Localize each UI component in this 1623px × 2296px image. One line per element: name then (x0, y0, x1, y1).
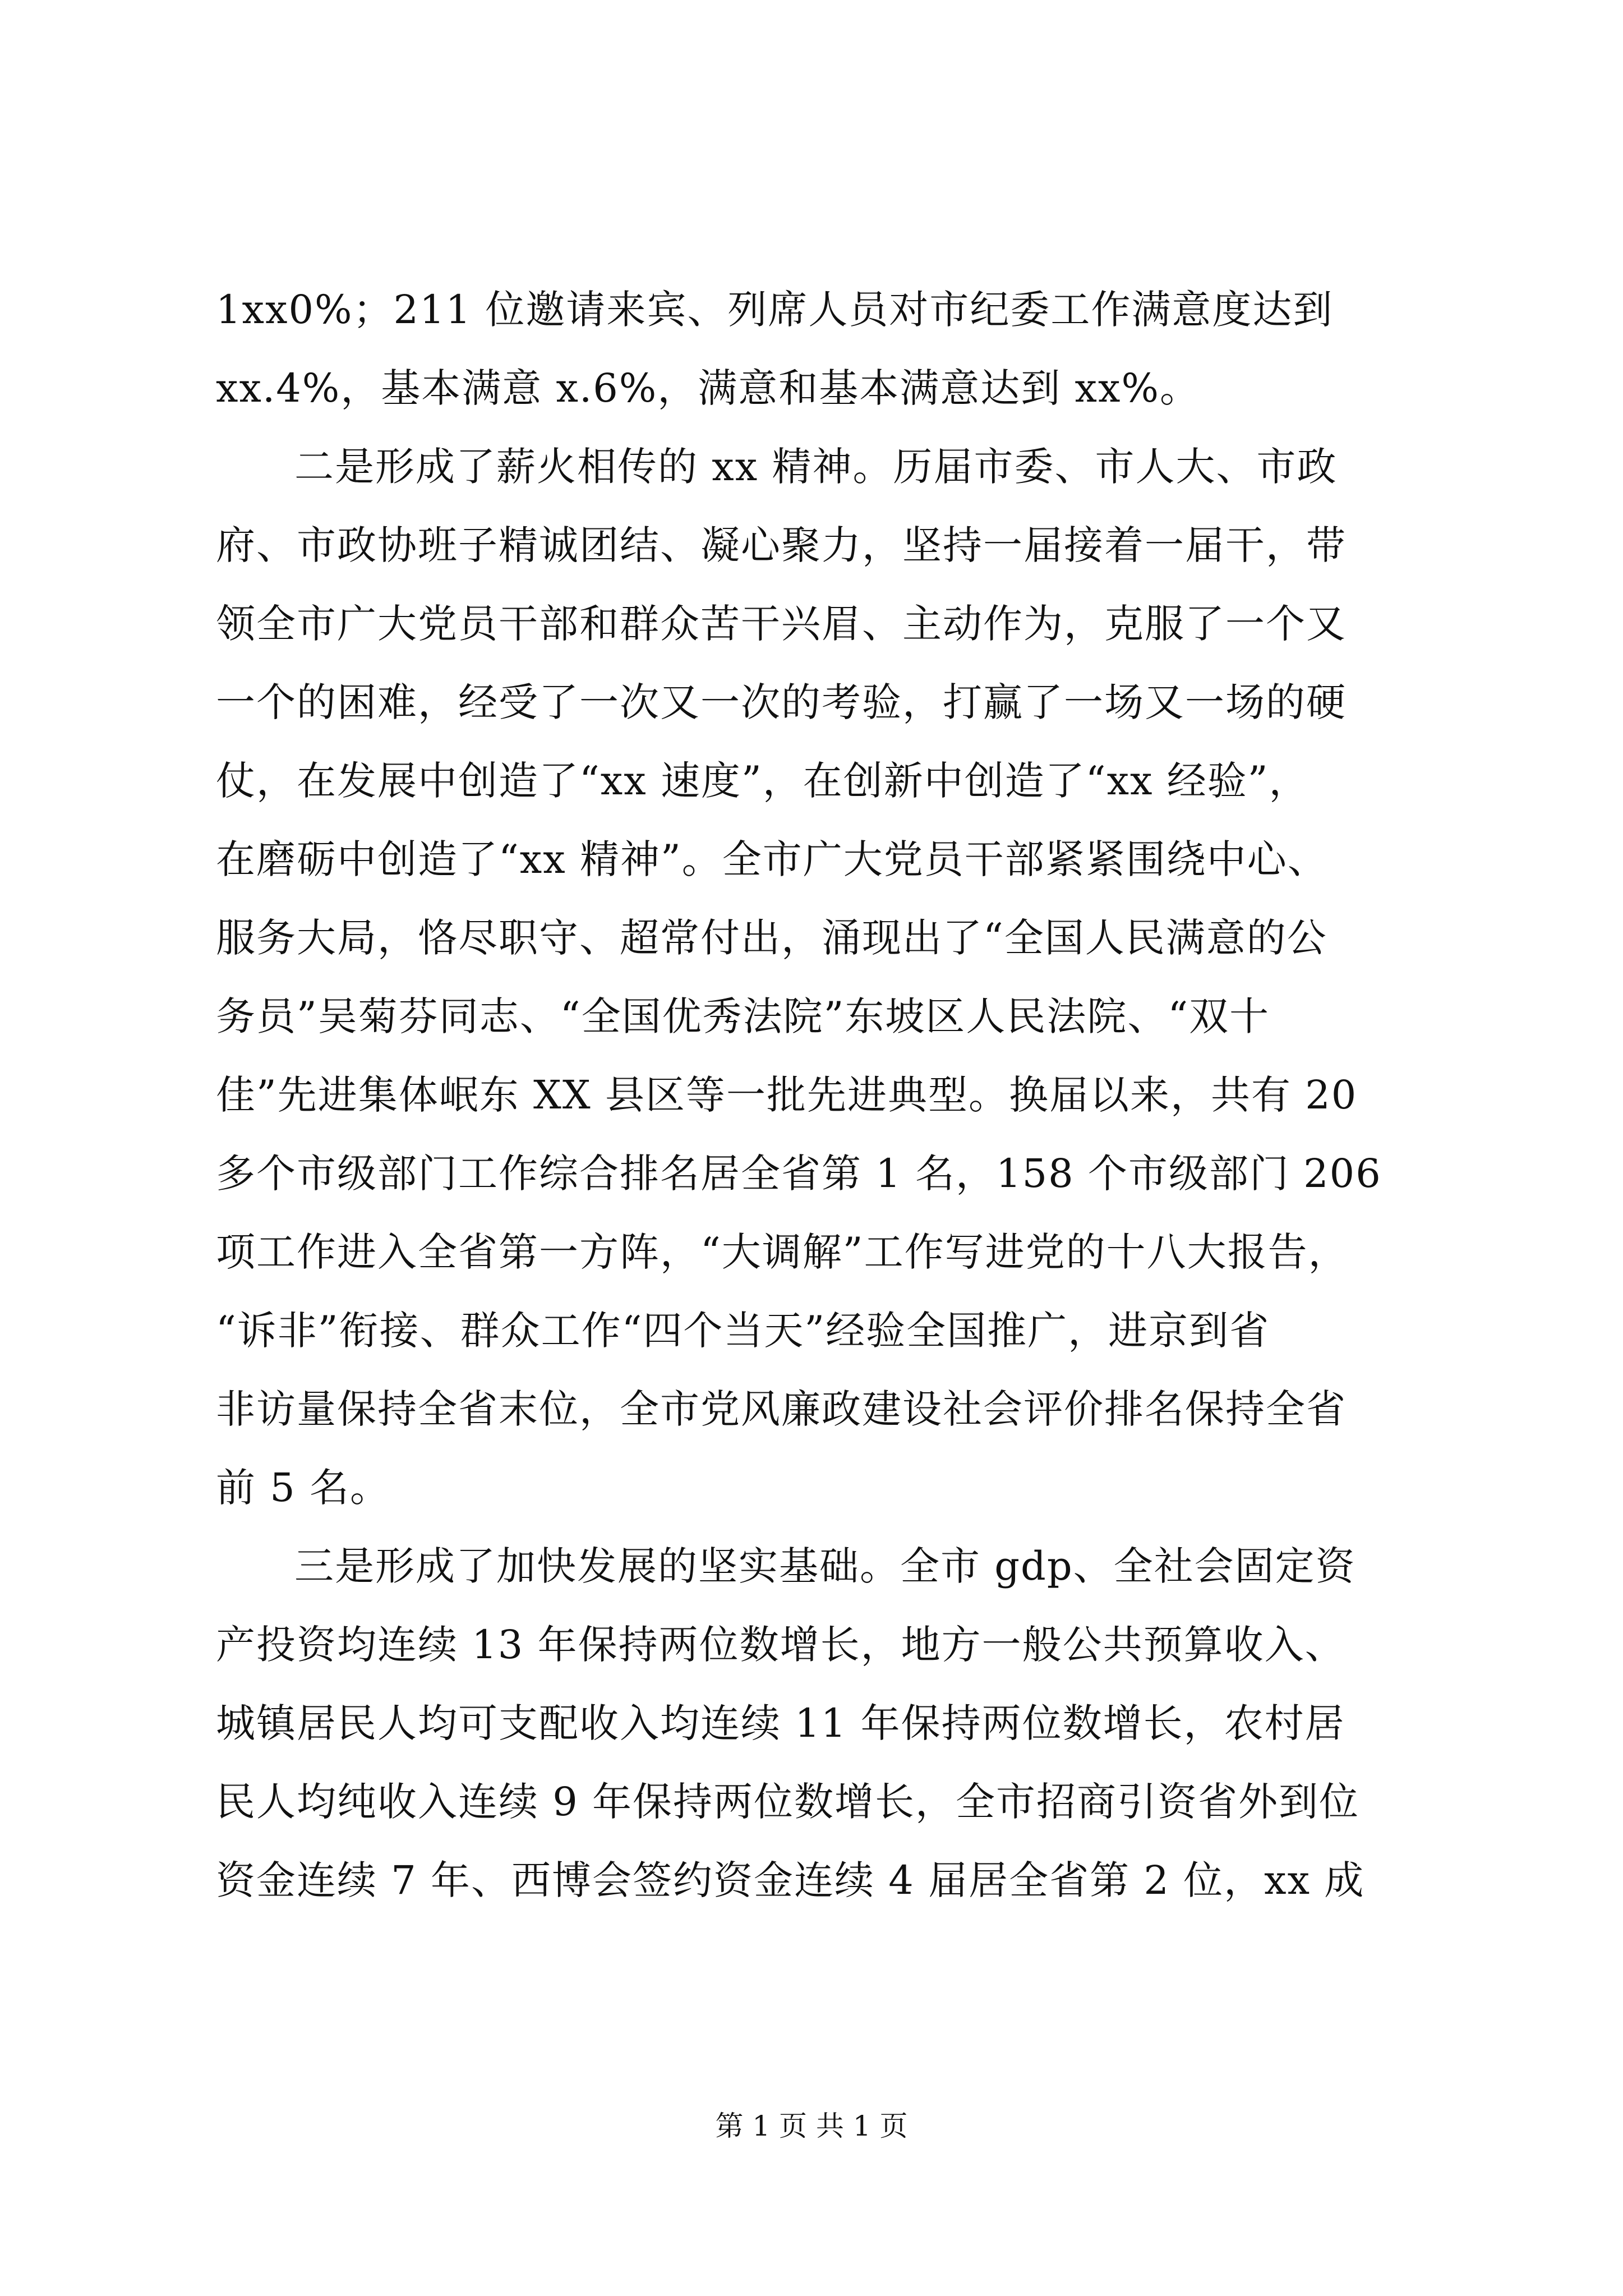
text-line: 在磨砺中创造了“xx 精神”。全市广大党员干部紧紧围绕中心、 (216, 836, 1328, 882)
document-body (216, 270, 1410, 1920)
text-line: 一个的困难，经受了一次又一次的考验，打赢了一场又一场的硬 (216, 679, 1347, 725)
text-line: 民人均纯收入连续 9 年保持两位数增长，全市招商引资省外到位 (216, 1779, 1360, 1825)
page-number-footer: 第 1 页 共 1 页 (715, 2110, 908, 2142)
text-line: xx.4%，基本满意 x.6%，满意和基本满意达到 xx%。 (216, 365, 1201, 411)
text-line: 多个市级部门工作综合排名居全省第 1 名，158 个市级部门 206 (216, 1151, 1382, 1197)
text-line: 佳”先进集体岷东 XX 县区等一批先进典型。换届以来，共有 20 (216, 1072, 1358, 1118)
text-line: 领全市广大党员干部和群众苦干兴眉、主动作为，克服了一个又 (216, 601, 1347, 647)
text-line: 前 5 名。 (216, 1465, 391, 1511)
text-line: 资金连续 7 年、西博会签约资金连续 4 届居全省第 2 位，xx 成 (216, 1857, 1365, 1903)
text-line: 产投资均连续 13 年保持两位数增长，地方一般公共预算收入、 (216, 1622, 1345, 1668)
text-line: 仗，在发展中创造了“xx 速度”，在创新中创造了“xx 经验”， (216, 758, 1310, 804)
text-line: 1xx0%；211 位邀请来宾、列席人员对市纪委工作满意度达到 (216, 287, 1334, 333)
text-line: “诉非”衔接、群众工作“四个当天”经验全国推广，进京到省 (216, 1308, 1270, 1354)
paragraph-start-line: 二是形成了薪火相传的 xx 精神。历届市委、市人大、市政 (294, 444, 1338, 490)
text-line: 项工作进入全省第一方阵，“大调解”工作写进党的十八大报告， (216, 1229, 1349, 1275)
text-line: 服务大局，恪尽职守、超常付出，涌现出了“全国人民满意的公 (216, 915, 1327, 961)
paragraph-start-line: 三是形成了加快发展的坚实基础。全市 gdp、全社会固定资 (294, 1543, 1356, 1589)
text-line: 务员”吴菊芬同志、“全国优秀法院”东坡区人民法院、“双十 (216, 993, 1270, 1039)
text-line: 府、市政协班子精诚团结、凝心聚力，坚持一届接着一届干，带 (216, 522, 1347, 568)
text-line: 非访量保持全省末位，全市党风廉政建设社会评价排名保持全省 (216, 1386, 1347, 1432)
text-line: 城镇居民人均可支配收入均连续 11 年保持两位数增长，农村居 (216, 1700, 1345, 1746)
